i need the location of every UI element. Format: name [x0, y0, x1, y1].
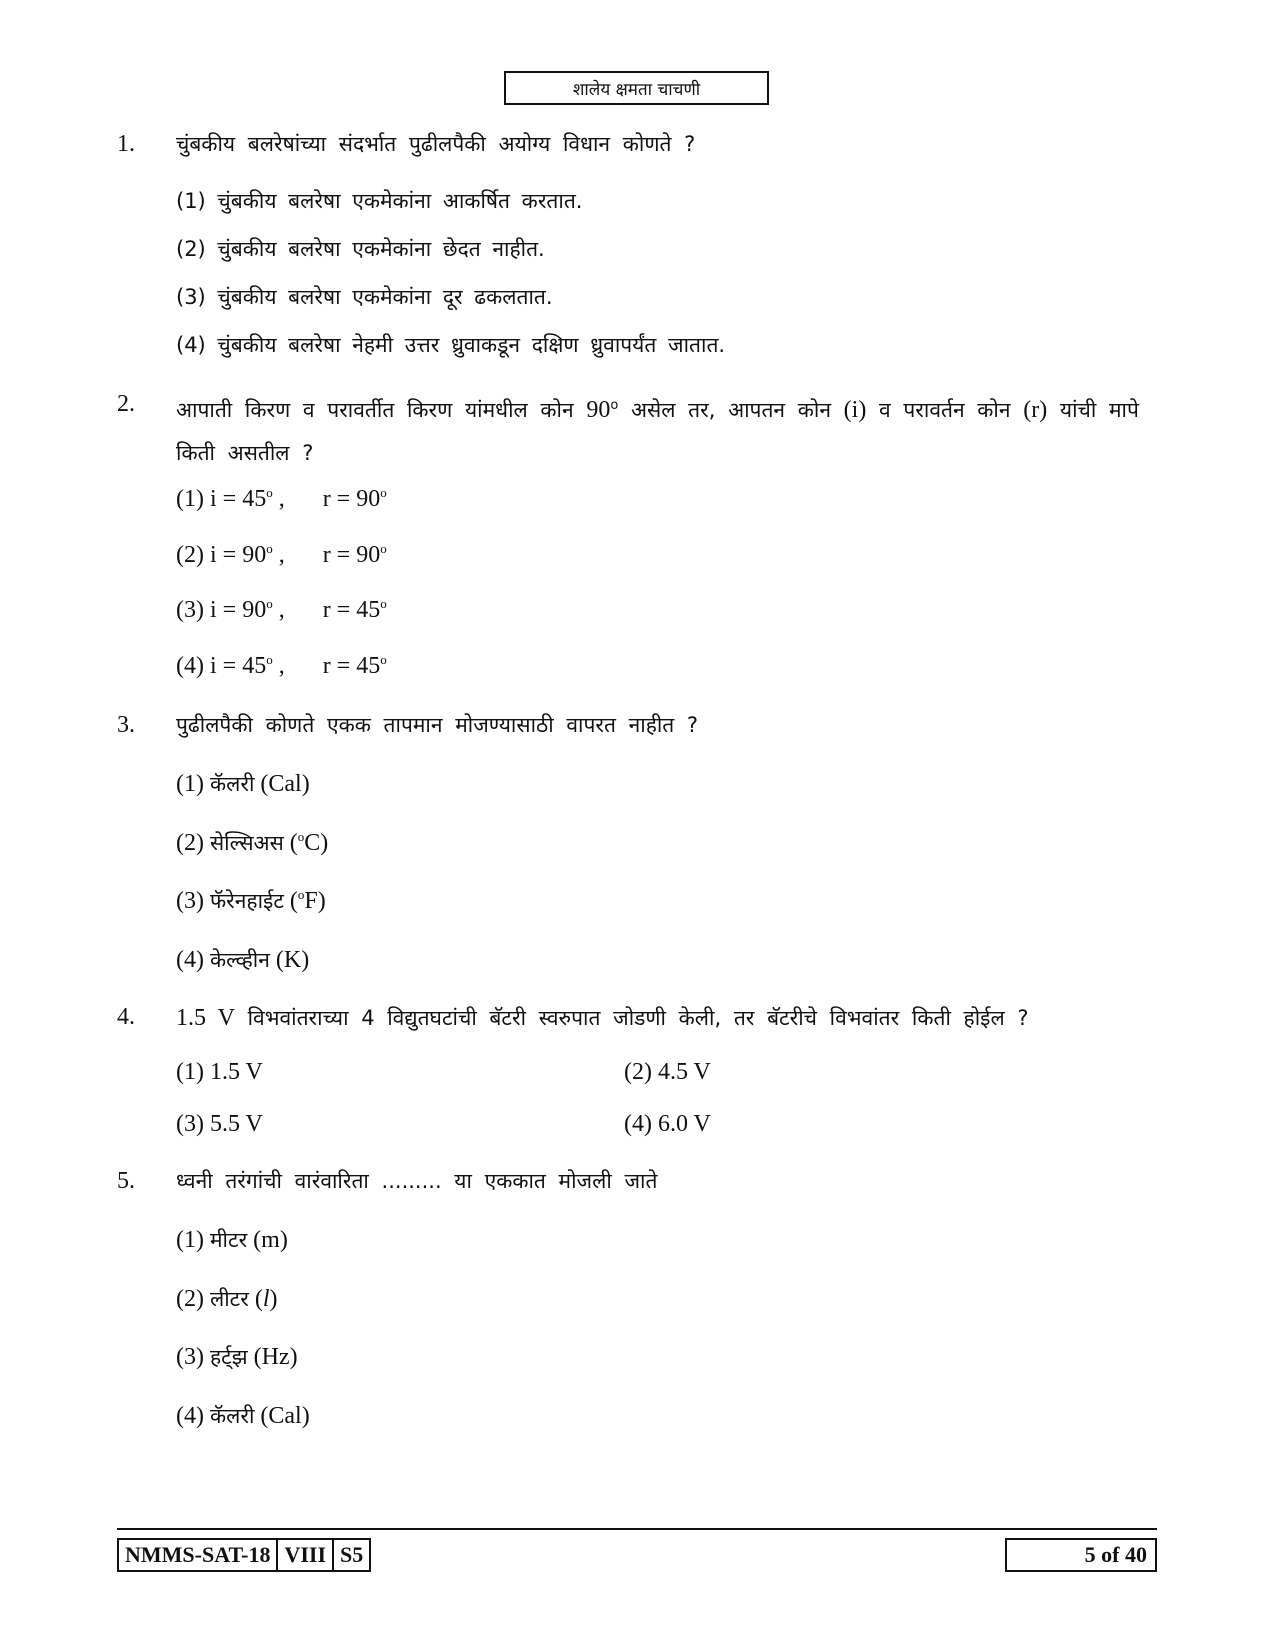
question-3-number: 3. — [117, 712, 135, 738]
question-2-option-3: (3) $i = 90^o$ , $r = 45^o$ — [176, 596, 387, 623]
grade: VIII — [276, 1540, 332, 1570]
question-5-option-1: (1) मीटर (m) — [176, 1227, 288, 1253]
question-5-option-4: (4) कॅलरी (Cal) — [176, 1403, 310, 1429]
question-2-option-2: (2) $i = 90^o$ , $r = 90^o$ — [176, 541, 387, 568]
question-5-option-3: (3) हर्ट्झ (Hz) — [176, 1344, 298, 1370]
question-5-number: 5. — [117, 1168, 135, 1194]
question-1-option-4: (4) चुंबकीय बलरेषा नेहमी उत्तर ध्रुवाकडून दक्षिण ध्रुवापर्यंत जातात. — [176, 333, 726, 357]
question-1-text: चुंबकीय बलरेषांच्या संदर्भात पुढीलपैकी अयोग्य विधान कोणते ? — [176, 132, 696, 156]
page-number: 5 of 40 — [1084, 1542, 1147, 1567]
question-5-option-2: (2) लीटर (l) — [176, 1286, 278, 1312]
question-4-number: 4. — [117, 1004, 135, 1030]
question-2-option-1: (1) $i = 45^o$ , $r = 90^o$ — [176, 485, 387, 512]
question-2-number: 2. — [117, 391, 135, 417]
question-1-option-2: (2) चुंबकीय बलरेषा एकमेकांना छेदत नाहीत. — [176, 237, 545, 261]
question-4-option-2: (2) 4.5 V — [624, 1059, 711, 1085]
question-3-option-3: (3) फॅरेनहाईट ($^o$F) — [176, 887, 326, 914]
question-4-option-3: (3) 5.5 V — [176, 1111, 263, 1137]
question-1-option-3: (3) चुंबकीय बलरेषा एकमेकांना दूर ढकलतात. — [176, 285, 553, 309]
exam-code: NMMS-SAT-18 — [125, 1542, 271, 1567]
question-3-option-4: (4) केल्व्हीन (K) — [176, 947, 310, 973]
question-3-text: पुढीलपैकी कोणते एकक तापमान मोजण्यासाठी वापरत नाहीत ? — [176, 713, 699, 737]
question-1-option-1: (1) चुंबकीय बलरेषा एकमेकांना आकर्षित करतात. — [176, 189, 583, 213]
question-4-option-4: (4) 6.0 V — [624, 1111, 711, 1137]
section-header — [504, 71, 769, 105]
footer-exam-code-box — [117, 1538, 371, 1572]
question-4-option-1: (1) 1.5 V — [176, 1059, 263, 1085]
footer-divider — [117, 1528, 1157, 1530]
question-3-option-1: (1) कॅलरी (Cal) — [176, 771, 310, 797]
question-2-text: आपाती किरण व परावर्तीत किरण यांमधील कोन 90$^o$ असेल तर, आपतन कोन (i) व परावर्तन कोन (r) यांची मापे किती असतील ? — [176, 397, 1139, 465]
question-2-option-4: (4) $i = 45^o$ , $r = 45^o$ — [176, 652, 387, 679]
question-3-option-2: (2) सेल्सिअस ($^o$C) — [176, 829, 329, 856]
question-1-number: 1. — [117, 131, 135, 157]
set-code: S5 — [332, 1540, 369, 1570]
question-4-text: 1.5 V विभवांतराच्या 4 विद्युतघटांची बॅटरी स्वरुपात जोडणी केली, तर बॅटरीचे विभवांतर किती होईल ? — [176, 1005, 1029, 1031]
section-title: शालेय क्षमता चाचणी — [572, 79, 701, 100]
page-number-box — [1005, 1538, 1157, 1572]
question-5-text: ध्वनी तरंगांची वारंवारिता ......... या एककात मोजली जाते — [176, 1169, 658, 1193]
